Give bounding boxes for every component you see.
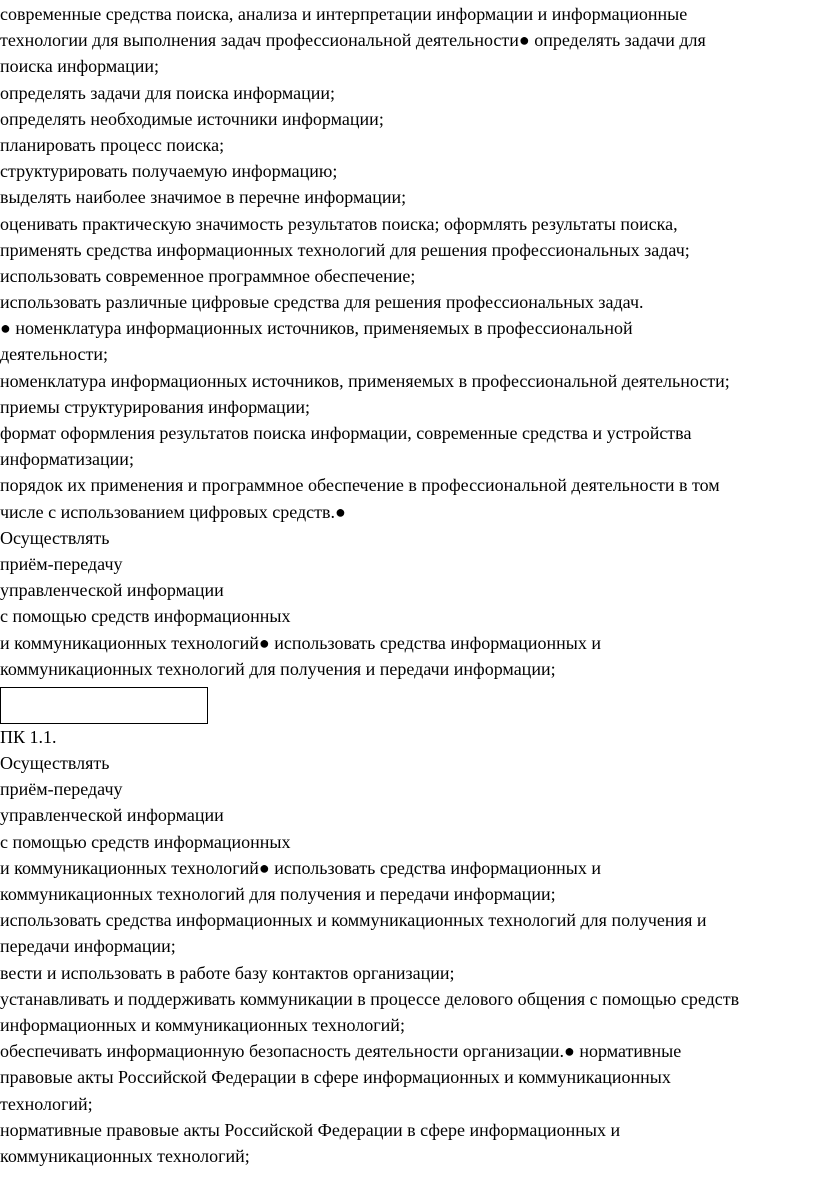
text-line: определять необходимые источники информации; (0, 108, 384, 129)
text-line: нормативные правовые акты Российской Федерации в сфере информационных и (0, 1119, 621, 1140)
text-line: формат оформления результатов поиска информации, современные средства и устройства (0, 423, 692, 443)
text-line: порядок их применения и программное обеспечение в профессиональной деятельности в том (0, 475, 720, 496)
text-line: структурировать получаемую информацию; (0, 161, 338, 182)
text-line: приём-передачу (0, 779, 123, 800)
text-line: приём-передачу (0, 553, 123, 574)
text-line: коммуникационных технологий для получения и передачи информации; (0, 884, 556, 904)
text-line: деятельности; (0, 344, 109, 365)
text-line: устанавливать и поддерживать коммуникации в процессе делового общения с помощью средств (0, 988, 740, 1009)
text-line: применять средства информационных технологий для решения профессиональных задач; (0, 239, 690, 260)
text-line: номенклатура информационных источников, применяемых в профессиональной деятельности; (0, 370, 730, 391)
text-line: и коммуникационных технологий● использовать средства информационных и (0, 857, 602, 878)
text-line: обеспечивать информационную безопасность деятельности организации.● нормативные (0, 1041, 682, 1062)
text-line: планировать процесс поиска; (0, 134, 225, 155)
text-line: использовать различные цифровые средства для решения профессиональных задач. (0, 292, 644, 313)
text-line: информатизации; (0, 449, 134, 470)
text-line: технологий; (0, 1093, 93, 1114)
text-line: информационных и коммуникационных технологий; (0, 1014, 405, 1035)
text-line: с помощью средств информационных (0, 831, 291, 852)
text-line: числе с использованием цифровых средств.● (0, 501, 346, 522)
text-line: управленческой информации (0, 580, 224, 601)
text-line: и коммуникационных технологий● использовать средства информационных и (0, 632, 602, 653)
text-line: использовать средства информационных и коммуникационных технологий для получения и (0, 910, 707, 931)
text-line: современные средства поиска, анализа и интерпретации информации и информационные (0, 4, 688, 24)
empty-table-cell (0, 687, 208, 724)
text-line: ПК 1.1. (0, 726, 57, 747)
text-line: определять задачи для поиска информации; (0, 82, 336, 103)
text-line: оценивать практическую значимость результатов поиска; оформлять результаты поиска, (0, 213, 678, 234)
text-line: Осуществлять (0, 753, 110, 774)
text-line: выделять наиболее значимое в перечне информации; (0, 187, 407, 208)
text-block-2 (0, 724, 816, 1169)
text-block-1 (0, 1, 816, 682)
text-line: управленческой информации (0, 805, 224, 826)
text-line: вести и использовать в работе базу контактов организации; (0, 962, 455, 983)
text-line: технологии для выполнения задач профессиональной деятельности● определять задачи для (0, 30, 706, 51)
text-line: передачи информации; (0, 936, 176, 957)
text-line: поиска информации; (0, 56, 160, 77)
text-line: использовать современное программное обеспечение; (0, 265, 416, 286)
text-line: коммуникационных технологий; (0, 1145, 250, 1166)
text-line: коммуникационных технологий для получения и передачи информации; (0, 658, 556, 679)
text-line: приемы структурирования информации; (0, 396, 310, 417)
text-line: Осуществлять (0, 527, 110, 548)
text-line: правовые акты Российской Федерации в сфере информационных и коммуникационных (0, 1067, 671, 1088)
text-line: с помощью средств информационных (0, 606, 291, 627)
text-line: ● номенклатура информационных источников, применяемых в профессиональной (0, 318, 633, 339)
